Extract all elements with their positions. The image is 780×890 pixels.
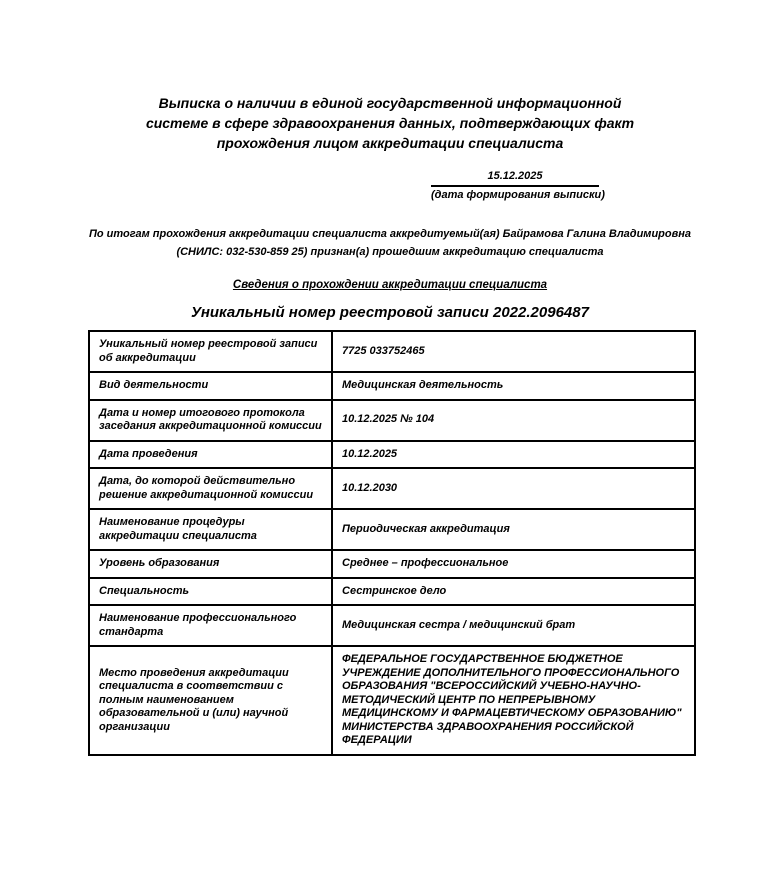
intro-paragraph: По итогам прохождения аккредитации специалиста аккредитуемый(ая) Байрамова Галина Владимировна (СНИЛС: 032-530-859 25) признан(а) прошедшим аккредитацию специалиста [88, 228, 692, 258]
table-row [89, 605, 695, 646]
row-label: Место проведения аккредитации специалиста в соответствии с полным наименованием образовательной и (или) научной организации [89, 646, 332, 755]
table-row [89, 646, 695, 755]
row-value: Сестринское дело [332, 578, 695, 606]
table-row [89, 509, 695, 550]
row-value: 7725 033752465 [332, 331, 695, 372]
section-heading: Сведения о прохождении аккредитации специалиста [232, 279, 548, 291]
issue-date-caption: (дата формирования выписки) [431, 189, 605, 201]
table-row [89, 331, 695, 372]
table-row [89, 441, 695, 469]
table-row [89, 372, 695, 400]
table-row [89, 468, 695, 509]
row-value: Медицинская деятельность [332, 372, 695, 400]
table-row [89, 578, 695, 606]
table-row [89, 400, 695, 441]
row-label: Дата, до которой действительно решение аккредитационной комиссии [89, 468, 332, 509]
row-value: Медицинская сестра / медицинский брат [332, 605, 695, 646]
registry-number-heading: Уникальный номер реестровой записи 2022.2096487 [191, 304, 589, 321]
row-label: Уникальный номер реестровой записи об аккредитации [89, 331, 332, 372]
row-label: Наименование профессионального стандарта [89, 605, 332, 646]
issue-date-block [431, 170, 605, 202]
document-title: Выписка о наличии в единой государственной информационной системе в сфере здравоохранения данных, подтверждающих факт прохождения лицом аккредитации специалиста [145, 95, 635, 151]
row-label: Вид деятельности [89, 372, 332, 400]
row-label: Наименование процедуры аккредитации специалиста [89, 509, 332, 550]
row-label: Дата проведения [89, 441, 332, 469]
issue-date: 15.12.2025 [431, 170, 599, 187]
row-value: Периодическая аккредитация [332, 509, 695, 550]
row-label: Дата и номер итогового протокола заседания аккредитационной комиссии [89, 400, 332, 441]
row-value: Среднее – профессиональное [332, 550, 695, 578]
row-value: 10.12.2025 № 104 [332, 400, 695, 441]
table-row [89, 550, 695, 578]
row-label: Уровень образования [89, 550, 332, 578]
row-value: 10.12.2025 [332, 441, 695, 469]
row-label: Специальность [89, 578, 332, 606]
row-value: 10.12.2030 [332, 468, 695, 509]
accreditation-table [88, 330, 696, 756]
row-value: ФЕДЕРАЛЬНОЕ ГОСУДАРСТВЕННОЕ БЮДЖЕТНОЕ УЧРЕЖДЕНИЕ ДОПОЛНИТЕЛЬНОГО ПРОФЕССИОНАЛЬНОГО ОБРАЗОВАНИЯ "ВСЕРОССИЙСКИЙ УЧЕБНО-НАУЧНО-МЕТОДИЧЕСКИЙ ЦЕНТР ПО НЕПРЕРЫВНОМУ МЕДИЦИНСКОМУ И ФАРМАЦЕВТИЧЕСКОМУ ОБРАЗОВАНИЮ" МИНИСТЕРСТВА ЗДРАВООХРАНЕНИЯ РОССИЙСКОЙ ФЕДЕРАЦИИ [332, 646, 695, 755]
